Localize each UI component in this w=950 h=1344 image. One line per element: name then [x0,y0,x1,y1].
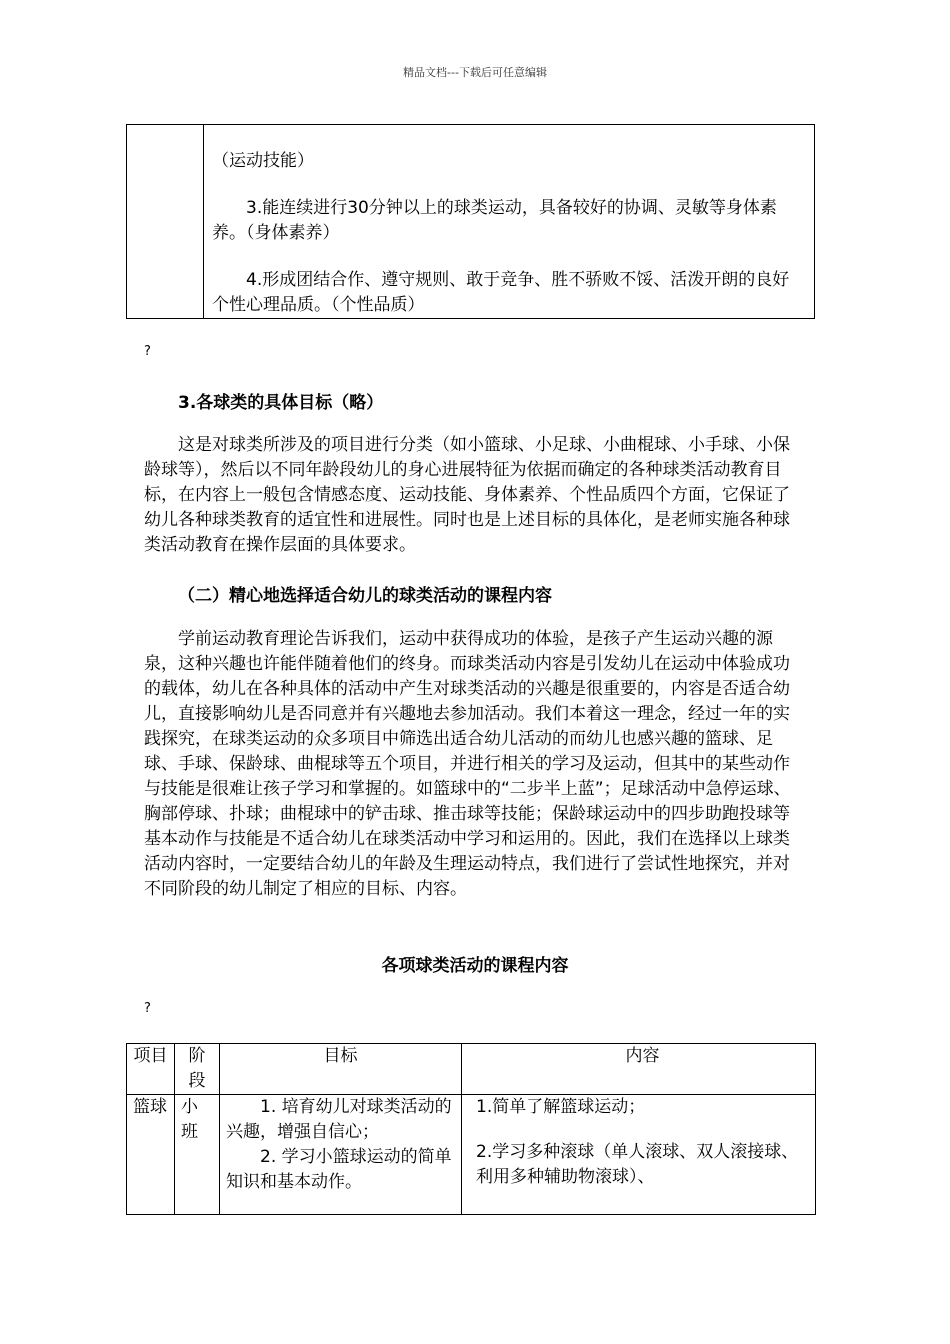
header-goal: 目标 [220,1044,462,1095]
objective-motor-skills-label: （运动技能） [212,151,314,171]
page-header-watermark: 精品文档---下载后可任意编辑 [403,66,547,79]
content-2: 2.学习多种滚球（单人滚球、双人滚接球、利用多种辅助物滚球）、 [476,1142,799,1187]
cell-item: 篮球 [127,1095,175,1215]
header-item: 项目 [127,1044,175,1095]
header-content: 内容 [462,1044,816,1095]
section-two-paragraph: 学前运动教育理论告诉我们，运动中获得成功的体验，是孩子产生运动兴趣的源泉，这种兴趣也许能伴随着他们的终身。而球类活动内容是引发幼儿在运动中体验成功的载体，幼儿在各种具体的活动中产生对球类活动的兴趣是很重要的，内容是否适合幼儿，直接影响幼儿是否同意并有兴趣地去参加活动。我们本着这一理念，经过一年的实践探究，在球类运动的众多项目中筛选出适合幼儿活动的而幼儿也感兴趣的篮球、足球、手球、保龄球、曲棍球等五个项目，并进行相关的学习及运动，但其中的某些动作与技能是很难让孩子学习和掌握的。如篮球中的“二步半上蓝”；足球活动中急停运球、胸部停球、扑球；曲棍球中的铲击球、推击球等技能；保龄球运动中的四步助跑投球等基本动作与技能是不适合幼儿在球类活动中学习和运用的。因此，我们在选择以上球类活动内容时，一定要结合幼儿的年龄及生理运动特点，我们进行了尝试性地探究，并对不同阶段的幼儿制定了相应的目标、内容。 [144,629,791,899]
table-row [127,1095,816,1215]
course-content-table [126,1043,816,1215]
header-stage: 阶段 [175,1044,220,1095]
section-two-heading: （二）精心地选择适合幼儿的球类活动的课程内容 [178,586,552,606]
section-3-heading: 3.各球类的具体目标（略） [178,393,384,413]
table-header-row [127,1044,816,1095]
objectives-text-cell [204,125,815,319]
placeholder-mark: ? [144,1001,151,1016]
objectives-table-continued [126,124,815,319]
section-3-paragraph: 这是对球类所涉及的项目进行分类（如小篮球、小足球、小曲棍球、小手球、小保龄球等），然后以不同年龄段幼儿的身心进展特征为依据而确定的各种球类活动教育目标，在内容上一般包含情感态度、运动技能、身体素养、个性品质四个方面，它保证了幼儿各种球类教育的适宜性和进展性。同时也是上述目标的具体化，是老师实施各种球类活动教育在操作层面的具体要求。 [144,435,790,555]
content-1: 1.简单了解篮球运动； [476,1097,646,1117]
empty-label-cell [127,125,204,319]
objective-4: 4.形成团结合作、遵守规则、敢于竞争、胜不骄败不馁、活泼开朗的良好个性心理品质。（个性品质） [212,270,790,315]
cell-stage: 小班 [175,1095,220,1215]
objective-3: 3.能连续进行30分钟以上的球类运动，具备较好的协调、灵敏等身体素养。（身体素养） [212,198,777,243]
cell-goal [220,1095,462,1215]
cell-content [462,1095,816,1215]
placeholder-mark: ? [144,344,151,359]
table-title: 各项球类活动的课程内容 [381,956,569,976]
goal-2: 2. 学习小篮球运动的简单知识和基本动作。 [226,1147,452,1192]
goal-1: 1. 培育幼儿对球类活动的兴趣，增强自信心； [226,1097,452,1142]
